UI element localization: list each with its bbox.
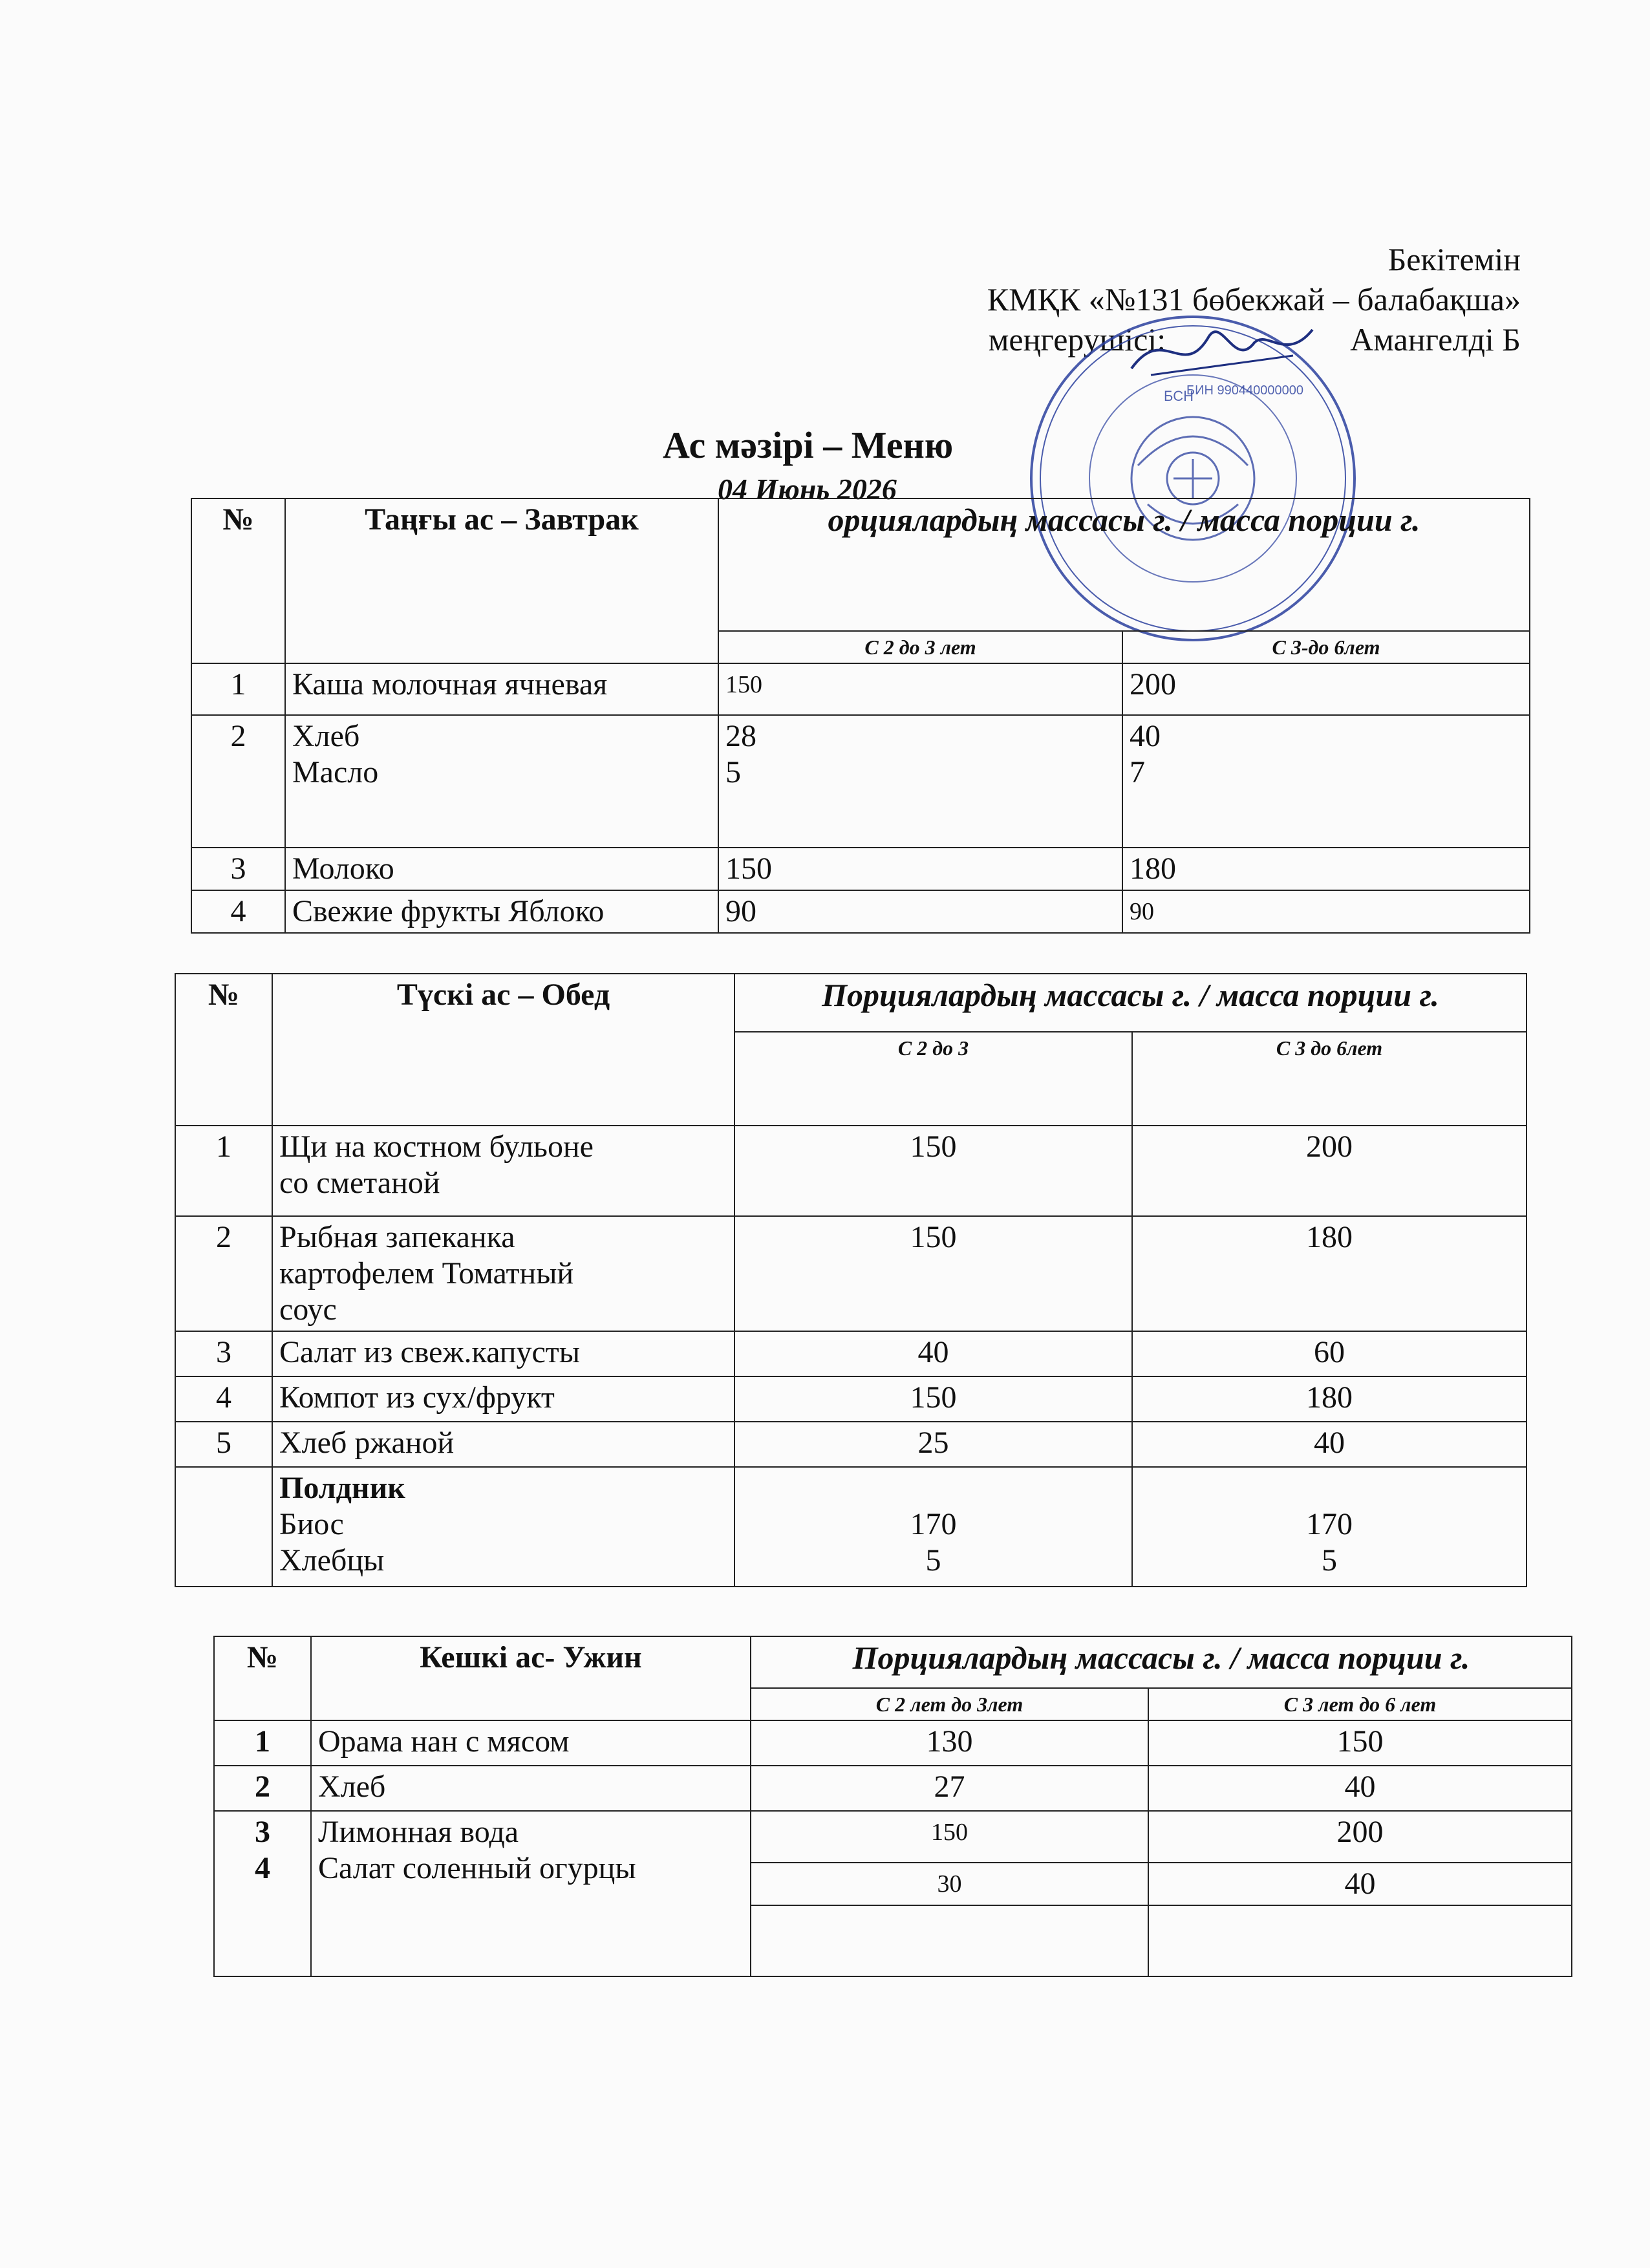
dish-name: Хлеб Масло (285, 715, 718, 848)
portion-value: 170 5 (734, 1467, 1132, 1587)
portion-value: 150 (1148, 1720, 1572, 1766)
lunch-age2: С 3 до 6лет (1132, 1032, 1527, 1126)
portion-value: 150 (718, 663, 1122, 715)
row-number: 3 (175, 1331, 272, 1376)
portion-value: 180 (1122, 848, 1530, 890)
empty-cell (1148, 1905, 1572, 1976)
dish-name: Рыбная запеканка картофелем Томатный соус (272, 1216, 734, 1331)
portion-value: 40 (1148, 1863, 1572, 1905)
portion-value: 150 (734, 1376, 1132, 1422)
portion-value: 40 (1132, 1422, 1527, 1467)
breakfast-age2: С 3-до 6лет (1122, 631, 1530, 663)
breakfast-mass-header: орциялардың массасы г. / масса порции г. (718, 498, 1530, 631)
table-row (175, 1376, 1527, 1422)
portion-value: 170 5 (1132, 1467, 1527, 1587)
portion-value: 180 (1132, 1216, 1527, 1331)
lunch-title: Түскі ас – Обед (272, 974, 734, 1126)
dinner-age1: С 2 лет до 3лет (751, 1688, 1148, 1720)
table-row (191, 890, 1530, 933)
portion-value: 90 (1122, 890, 1530, 933)
portion-value: 28 5 (718, 715, 1122, 848)
approval-name: Амангелді Б (1350, 321, 1521, 358)
portion-value: 150 (718, 848, 1122, 890)
lunch-mass-header: Порциялардың массасы г. / масса порции г. (734, 974, 1527, 1032)
portion-value: 90 (718, 890, 1122, 933)
dish-name: Хлеб (311, 1766, 751, 1811)
dish-name: Компот из сух/фрукт (272, 1376, 734, 1422)
portion-value: 150 (751, 1811, 1148, 1863)
table-row (191, 715, 1530, 848)
portion-value: 200 (1122, 663, 1530, 715)
stamp-ring-text: БИН 990440000000 (1186, 383, 1303, 398)
table-row (214, 1766, 1572, 1811)
table-row (175, 1216, 1527, 1331)
portion-value: 150 (734, 1216, 1132, 1331)
breakfast-table (191, 498, 1530, 934)
portion-value: 130 (751, 1720, 1148, 1766)
portion-value: 27 (751, 1766, 1148, 1811)
row-number: 2 (175, 1216, 272, 1331)
portion-value: 40 (734, 1331, 1132, 1376)
row-number: 5 (175, 1422, 272, 1467)
portion-value: 200 (1148, 1811, 1572, 1863)
stamp-center-text: БСН (1164, 388, 1194, 404)
empty-cell (751, 1905, 1148, 1976)
portion-value: 30 (751, 1863, 1148, 1905)
dish-name: Хлеб ржаной (272, 1422, 734, 1467)
breakfast-title: Таңғы ас – Завтрак (285, 498, 718, 663)
portion-value: 180 (1132, 1376, 1527, 1422)
breakfast-age1: С 2 до 3 лет (718, 631, 1122, 663)
lunch-table (175, 973, 1527, 1587)
page-title: Ас мәзірі – Меню (663, 424, 954, 466)
row-number: 4 (175, 1376, 272, 1422)
row-number: 2 (214, 1766, 311, 1811)
dish-name: Орама нан с мясом (311, 1720, 751, 1766)
dish-name: Лимонная вода Салат соленный огурцы (311, 1811, 751, 1976)
signature-icon (1125, 310, 1319, 388)
dish-name: Каша молочная ячневая (285, 663, 718, 715)
table-row (175, 1422, 1527, 1467)
snack-items: Полдник Биос Хлебцы (272, 1467, 734, 1587)
row-number: 2 (191, 715, 285, 848)
dinner-table (213, 1636, 1572, 1977)
portion-value: 60 (1132, 1331, 1527, 1376)
approval-position: меңгерушісі: (988, 321, 1166, 358)
portion-value: 40 (1148, 1766, 1572, 1811)
snack-row (175, 1467, 1527, 1587)
dinner-mass-header: Порциялардың массасы г. / масса порции г. (751, 1636, 1572, 1688)
lunch-age1: С 2 до 3 (734, 1032, 1132, 1126)
portion-value: 150 (734, 1126, 1132, 1216)
row-number: 1 (175, 1126, 272, 1216)
portion-value: 25 (734, 1422, 1132, 1467)
row-number (175, 1467, 272, 1587)
row-number: 1 (214, 1720, 311, 1766)
breakfast-no-header: № (191, 498, 285, 663)
dinner-no-header: № (214, 1636, 311, 1720)
table-row (214, 1720, 1572, 1766)
row-number: 3 4 (214, 1811, 311, 1976)
dish-name: Молоко (285, 848, 718, 890)
dinner-title: Кешкі ас- Ужин (311, 1636, 751, 1720)
dish-name: Щи на костном бульоне со сметаной (272, 1126, 734, 1216)
lunch-no-header: № (175, 974, 272, 1126)
portion-value: 200 (1132, 1126, 1527, 1216)
table-row (191, 663, 1530, 715)
table-row (191, 848, 1530, 890)
table-row (214, 1811, 1572, 1863)
approval-line1: Бекітемін (1388, 241, 1521, 277)
table-row (175, 1331, 1527, 1376)
menu-date: 04 Июнь 2026 (718, 473, 897, 506)
row-number: 3 (191, 848, 285, 890)
dish-name: Салат из свеж.капусты (272, 1331, 734, 1376)
portion-value: 40 7 (1122, 715, 1530, 848)
row-number: 4 (191, 890, 285, 933)
approval-line2: КМҚК «№131 бөбекжай – балабақша» (987, 281, 1521, 317)
row-number: 1 (191, 663, 285, 715)
table-row (175, 1126, 1527, 1216)
dish-name: Свежие фрукты Яблоко (285, 890, 718, 933)
dinner-age2: С 3 лет до 6 лет (1148, 1688, 1572, 1720)
